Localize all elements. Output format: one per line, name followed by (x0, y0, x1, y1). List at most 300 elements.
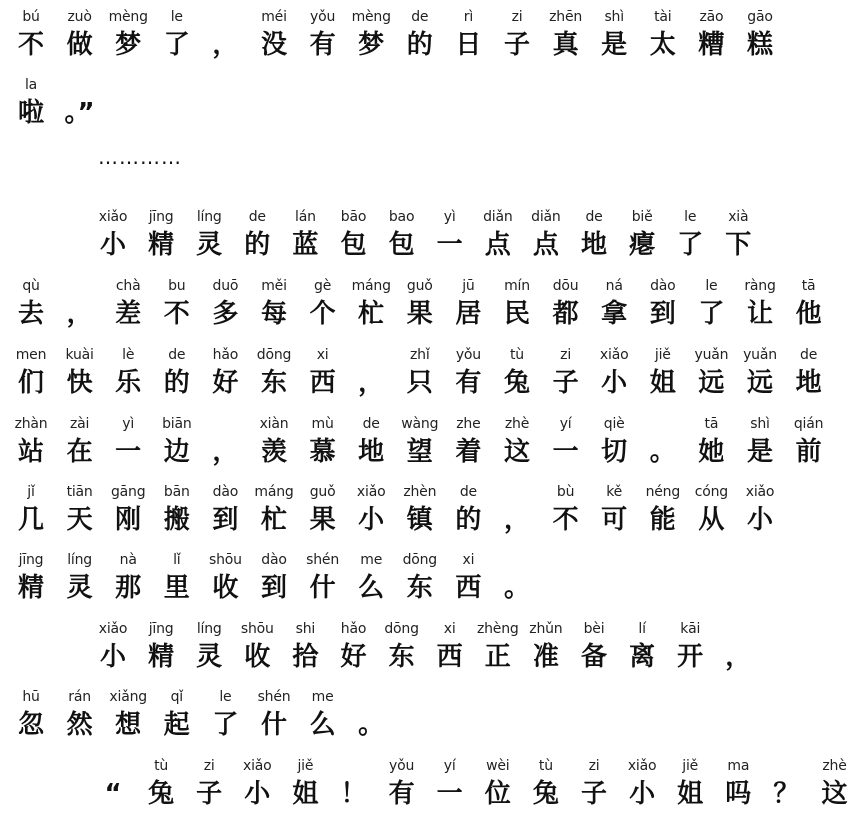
pinyin: dào (650, 278, 676, 294)
hanzi: 兔 (503, 368, 530, 398)
syllable (332, 618, 376, 674)
syllable (187, 206, 231, 262)
syllable (9, 344, 53, 400)
syllable (9, 6, 53, 62)
hanzi: 有 (388, 779, 415, 809)
hanzi: 小 (746, 505, 773, 535)
syllable (641, 344, 685, 400)
pinyin: zhèn (403, 484, 437, 500)
hanzi: 从 (698, 505, 725, 535)
pinyin: ma (727, 758, 750, 774)
hanzi: 拿 (601, 299, 628, 329)
pinyin: xiǎo (243, 758, 272, 774)
hanzi: 兔 (532, 779, 559, 809)
pinyin: rán (68, 689, 91, 705)
pinyin: shén (257, 689, 291, 705)
pinyin: xiǎo (98, 621, 128, 637)
syllable (301, 413, 345, 469)
syllable (9, 413, 53, 469)
pinyin: duō (212, 278, 239, 294)
hanzi: 果 (406, 299, 433, 329)
syllable (446, 6, 490, 62)
pinyin: mèng (108, 9, 148, 25)
syllable (252, 481, 296, 537)
pinyin: qǐ (170, 689, 183, 705)
pinyin: de (168, 347, 186, 363)
syllable (9, 686, 53, 742)
hanzi: 东 (260, 368, 287, 398)
hanzi: “ (104, 779, 122, 809)
hanzi: 子 (552, 368, 579, 398)
hanzi: 都 (552, 299, 579, 329)
pinyin: guǒ (406, 278, 433, 294)
pinyin: biān (162, 416, 192, 432)
hanzi: 想 (115, 710, 142, 740)
hanzi: 瘪 (629, 230, 656, 260)
hanzi: 备 (580, 642, 607, 672)
syllable (283, 206, 327, 262)
syllable (91, 618, 135, 674)
pinyin: yí (559, 416, 572, 432)
pinyin: shì (604, 9, 624, 25)
pinyin: bù (556, 484, 575, 500)
syllable (620, 206, 664, 262)
punctuation (91, 755, 135, 811)
pinyin (495, 481, 539, 503)
pinyin: dōu (552, 278, 579, 294)
syllable (252, 549, 296, 605)
syllable (787, 413, 831, 469)
pinyin: men (15, 347, 47, 363)
syllable (91, 206, 135, 262)
pinyin: máng (254, 484, 294, 500)
syllable (187, 618, 231, 674)
hanzi: 灵 (196, 642, 223, 672)
syllable (641, 6, 685, 62)
syllable (139, 618, 183, 674)
hanzi: 啦 (17, 98, 44, 128)
hanzi: 小 (629, 779, 656, 809)
pinyin: dōng (256, 347, 292, 363)
pinyin: kāi (680, 621, 701, 637)
hanzi: 天 (66, 505, 93, 535)
syllable (689, 275, 733, 331)
syllable (592, 413, 636, 469)
pinyin (91, 755, 135, 777)
punctuation (203, 6, 247, 62)
syllable (106, 6, 150, 62)
syllable (738, 6, 782, 62)
pinyin: tā (704, 416, 719, 432)
syllable (301, 6, 345, 62)
hanzi: 站 (17, 437, 44, 467)
syllable (58, 6, 102, 62)
pinyin: cóng (694, 484, 728, 500)
syllable (139, 206, 183, 262)
hanzi: 那 (115, 573, 142, 603)
punctuation (641, 413, 685, 469)
pinyin: tài (654, 9, 672, 25)
syllable (235, 618, 279, 674)
syllable (106, 686, 150, 742)
hanzi: 的 (244, 230, 271, 260)
syllable (620, 755, 664, 811)
hanzi: 在 (66, 437, 93, 467)
pinyin: qián (793, 416, 824, 432)
pinyin: jiě (297, 758, 314, 774)
syllable (301, 275, 345, 331)
syllable (301, 686, 345, 742)
syllable (495, 344, 539, 400)
syllable (592, 275, 636, 331)
hanzi: 有 (455, 368, 482, 398)
hanzi: 能 (649, 505, 676, 535)
hanzi: 收 (244, 642, 271, 672)
pinyin: méi (261, 9, 287, 25)
pinyin: zhǔn (529, 621, 563, 637)
syllable (738, 481, 782, 537)
pinyin: dōng (384, 621, 419, 637)
syllable (235, 755, 279, 811)
hanzi: 居 (455, 299, 482, 329)
hanzi: 小 (99, 230, 126, 260)
syllable (155, 549, 199, 605)
text-line (0, 755, 848, 815)
hanzi: 包 (340, 230, 367, 260)
pinyin: zhǐ (410, 347, 430, 363)
syllable (446, 275, 490, 331)
syllable (668, 618, 712, 674)
hanzi: 么 (358, 573, 385, 603)
hanzi: 日 (455, 30, 482, 60)
syllable (380, 755, 424, 811)
pinyin: shōu (208, 552, 242, 568)
hanzi: 他 (795, 299, 822, 329)
pinyin: xi (443, 621, 456, 637)
hanzi: 。” (64, 98, 95, 128)
syllable (738, 275, 782, 331)
punctuation (495, 549, 539, 605)
hanzi: 杧 (260, 505, 287, 535)
hanzi: ， (66, 299, 93, 329)
syllable (252, 344, 296, 400)
hanzi: 搬 (163, 505, 190, 535)
syllable (332, 206, 376, 262)
pinyin: le (684, 209, 697, 225)
pinyin: diǎn (531, 209, 561, 225)
syllable (203, 481, 247, 537)
pinyin: xiàn (259, 416, 289, 432)
hanzi: 了 (677, 230, 704, 260)
hanzi: 了 (163, 30, 190, 60)
syllable (252, 6, 296, 62)
syllable (668, 206, 712, 262)
pinyin: bāo (340, 209, 367, 225)
pinyin: shi (295, 621, 316, 637)
hanzi: 没 (260, 30, 287, 60)
hanzi: 梦 (358, 30, 385, 60)
syllable (524, 618, 568, 674)
hanzi: 姐 (649, 368, 676, 398)
hanzi: 远 (746, 368, 773, 398)
syllable (689, 6, 733, 62)
hanzi: ， (212, 437, 239, 467)
pinyin: mù (311, 416, 334, 432)
hanzi: 了 (698, 299, 725, 329)
hanzi: 西 (455, 573, 482, 603)
syllable (428, 618, 472, 674)
pinyin: zi (560, 347, 572, 363)
syllable (139, 755, 183, 811)
pinyin (58, 275, 102, 297)
syllable (58, 549, 102, 605)
pinyin: dào (261, 552, 287, 568)
pinyin: zhàn (14, 416, 48, 432)
pinyin: xi (462, 552, 475, 568)
syllable (106, 549, 150, 605)
text-line (0, 206, 752, 266)
hanzi: 差 (115, 299, 142, 329)
pinyin (332, 755, 376, 777)
pinyin: diǎn (483, 209, 513, 225)
hanzi: 羡 (260, 437, 287, 467)
pinyin (349, 686, 393, 708)
syllable (301, 481, 345, 537)
syllable (203, 275, 247, 331)
hanzi: 准 (532, 642, 559, 672)
hanzi: 精 (148, 230, 175, 260)
pinyin: máng (351, 278, 391, 294)
syllable (572, 618, 616, 674)
pinyin: xiǎo (745, 484, 775, 500)
pinyin: tiān (66, 484, 93, 500)
pinyin: shōu (240, 621, 274, 637)
syllable (428, 206, 472, 262)
hanzi: 拾 (292, 642, 319, 672)
syllable (252, 413, 296, 469)
pinyin: jiě (682, 758, 699, 774)
syllable (155, 6, 199, 62)
pinyin: zi (588, 758, 600, 774)
syllable (716, 755, 760, 811)
syllable (446, 413, 490, 469)
pinyin: de (248, 209, 266, 225)
hanzi: 慕 (309, 437, 336, 467)
hanzi: 小 (244, 779, 271, 809)
syllable (398, 6, 442, 62)
hanzi: 的 (455, 505, 482, 535)
pinyin: lǐ (173, 552, 181, 568)
syllable (495, 6, 539, 62)
syllable (592, 344, 636, 400)
hanzi: 。 (649, 437, 676, 467)
syllable (9, 549, 53, 605)
hanzi: 灵 (196, 230, 223, 260)
syllable (187, 755, 231, 811)
pinyin: tù (510, 347, 524, 363)
hanzi: 离 (629, 642, 656, 672)
text-line (0, 413, 824, 473)
syllable (572, 755, 616, 811)
hanzi: 果 (309, 505, 336, 535)
syllable (787, 275, 831, 331)
pinyin: de (459, 484, 477, 500)
pinyin: yì (122, 416, 135, 432)
syllable (398, 275, 442, 331)
pinyin: de (362, 416, 380, 432)
pinyin: yuǎn (743, 347, 777, 363)
syllable (106, 481, 150, 537)
hanzi: 地 (580, 230, 607, 260)
hanzi: ， (725, 642, 752, 672)
hanzi: 民 (503, 299, 530, 329)
pinyin: guǒ (309, 484, 336, 500)
pinyin: yǒu (455, 347, 481, 363)
hanzi: 不 (163, 299, 190, 329)
hanzi: 梦 (115, 30, 142, 60)
pinyin: jīng (148, 209, 174, 225)
hanzi: 忽 (17, 710, 44, 740)
hanzi: 吗 (725, 779, 752, 809)
syllable (524, 755, 568, 811)
pinyin: líng (67, 552, 92, 568)
syllable (572, 206, 616, 262)
hanzi: 姐 (292, 779, 319, 809)
hanzi: 然 (66, 710, 93, 740)
hanzi: 的 (163, 368, 190, 398)
pinyin: měi (261, 278, 287, 294)
hanzi: 正 (484, 642, 511, 672)
hanzi: 小 (358, 505, 385, 535)
pinyin: xiǎo (599, 347, 629, 363)
syllable (58, 481, 102, 537)
pinyin: xiǎo (98, 209, 128, 225)
syllable (380, 618, 424, 674)
punctuation (58, 275, 102, 331)
syllable (9, 275, 53, 331)
hanzi: 只 (406, 368, 433, 398)
syllable (349, 549, 393, 605)
syllable (495, 275, 539, 331)
syllable (620, 618, 664, 674)
pinyin: le (705, 278, 718, 294)
hanzi: 让 (746, 299, 773, 329)
hanzi: 什 (260, 710, 287, 740)
syllable (716, 206, 760, 262)
syllable (689, 344, 733, 400)
hanzi: 真 (552, 30, 579, 60)
hanzi: 每 (260, 299, 287, 329)
syllable (689, 413, 733, 469)
pinyin: tā (801, 278, 816, 294)
punctuation (349, 686, 393, 742)
hanzi: 地 (795, 368, 822, 398)
syllable (689, 481, 733, 537)
pinyin: tù (538, 758, 553, 774)
hanzi: 一 (552, 437, 579, 467)
pinyin: zài (69, 416, 90, 432)
hanzi: 。 (358, 710, 385, 740)
syllable (301, 344, 345, 400)
pinyin: bao (388, 209, 415, 225)
hanzi: 精 (148, 642, 175, 672)
syllable (446, 549, 490, 605)
syllable (398, 344, 442, 400)
pinyin: lè (122, 347, 135, 363)
hanzi: 点 (532, 230, 559, 260)
pinyin (641, 413, 685, 435)
pinyin: jīng (18, 552, 44, 568)
syllable (544, 413, 588, 469)
hanzi: 一 (115, 437, 142, 467)
syllable (106, 275, 150, 331)
syllable (738, 413, 782, 469)
pinyin (349, 344, 393, 366)
syllable (380, 206, 424, 262)
pinyin: gè (314, 278, 332, 294)
pinyin: néng (645, 484, 681, 500)
hanzi: 她 (698, 437, 725, 467)
hanzi: 太 (649, 30, 676, 60)
syllable (9, 481, 53, 537)
hanzi: 个 (309, 299, 336, 329)
syllable (283, 755, 327, 811)
syllable (155, 481, 199, 537)
hanzi: 精 (17, 573, 44, 603)
syllable (301, 549, 345, 605)
pinyin: de (411, 9, 429, 25)
hanzi: 灵 (66, 573, 93, 603)
text-line (0, 549, 683, 609)
hanzi: 们 (17, 368, 44, 398)
pinyin: tù (154, 758, 169, 774)
syllable (476, 618, 520, 674)
text-line (0, 686, 683, 746)
hanzi: 的 (406, 30, 433, 60)
pinyin: ràng (744, 278, 776, 294)
hanzi: 下 (725, 230, 752, 260)
hanzi: 蓝 (292, 230, 319, 260)
pinyin (203, 413, 247, 435)
hanzi: ， (503, 505, 530, 535)
pinyin: me (311, 689, 334, 705)
pinyin: zi (511, 9, 523, 25)
pinyin: gāo (747, 9, 773, 25)
syllable (203, 344, 247, 400)
pinyin: wàng (401, 416, 439, 432)
syllable (524, 206, 568, 262)
pinyin (58, 74, 102, 96)
pinyin: zhèng (476, 621, 519, 637)
syllable (446, 481, 490, 537)
syllable (476, 755, 520, 811)
pinyin: de (585, 209, 603, 225)
syllable (446, 344, 490, 400)
hanzi: 到 (212, 505, 239, 535)
hanzi: 包 (388, 230, 415, 260)
hanzi: 有 (309, 30, 336, 60)
pinyin: xiǎo (356, 484, 386, 500)
syllable (203, 549, 247, 605)
hanzi: 可 (601, 505, 628, 535)
hanzi: 望 (406, 437, 433, 467)
hanzi: 到 (649, 299, 676, 329)
syllable (495, 413, 539, 469)
hanzi: 好 (340, 642, 367, 672)
hanzi: 到 (260, 573, 287, 603)
hanzi: 刚 (115, 505, 142, 535)
hanzi: 着 (455, 437, 482, 467)
